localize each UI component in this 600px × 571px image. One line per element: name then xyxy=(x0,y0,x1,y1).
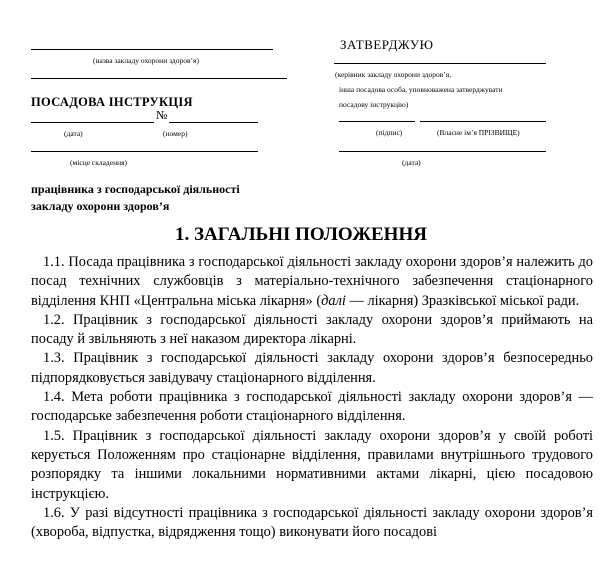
approver-line xyxy=(334,63,546,64)
place-caption: (місце складення) xyxy=(70,158,128,167)
institution-name-caption: (назва закладу охорони здоров’я) xyxy=(93,56,199,65)
paragraph-1-3: 1.3. Працівник з господарської діяльності закладу охорони здоров’я безпосередньо підпорядковується завідувачу стаціонарного відділення. xyxy=(31,350,593,386)
approve-date-caption: (дата) xyxy=(402,158,421,167)
approve-date-line xyxy=(339,151,546,152)
doc-title: ПОСАДОВА ІНСТРУКЦІЯ xyxy=(31,95,193,109)
name-caption: (Власне ім’я ПРІЗВИЩЕ) xyxy=(437,128,520,137)
approve-label: ЗАТВЕРДЖУЮ xyxy=(340,37,434,52)
subject-line-2: закладу охорони здоров’я xyxy=(31,199,170,213)
place-line xyxy=(31,151,258,152)
subject-line-1: працівника з господарської діяльності xyxy=(31,182,240,196)
institution-name-line xyxy=(31,49,273,50)
paragraph-1-1: 1.1. Посада працівника з господарської діяльності закладу охорони здоров’я належить до посад технічних службовців з матеріально-технічного забезпечення стаціонарного відділення КНП «Центральна міська лікарня» (далі — лікарня) Зразківської міської ради. xyxy=(31,254,593,309)
number-line xyxy=(169,122,258,123)
date-caption: (дата) xyxy=(64,129,83,138)
signature-line xyxy=(339,121,415,122)
abbrev-italic: далі xyxy=(321,292,346,309)
paragraph-1-5: 1.5. Працівник з господарської діяльності закладу охорони здоров’я у своїй роботі керується Положенням про стаціонарне відділення, правилами внутрішнього трудового розпорядку та іншими локальними нормативними актами лікарні, цією посадовою інструкцією. xyxy=(31,427,593,502)
paragraph-1-4: 1.4. Мета роботи працівника з господарської діяльності закладу охорони здоров’я — господарське забезпечення роботи стаціонарного відділення. xyxy=(31,389,593,425)
date-line xyxy=(31,122,154,123)
section-body xyxy=(31,253,593,542)
approver-caption-1: (керівник закладу охорони здоров’я, xyxy=(335,70,452,79)
number-sign: № xyxy=(156,108,168,122)
approver-caption-2: інша посадова особа, уповноважена затверджувати xyxy=(339,85,503,94)
institution-name-line-2 xyxy=(31,78,287,79)
paragraph-1-2: 1.2. Працівник з господарської діяльності закладу охорони здоров’я приймають на посаду й звільняють з неї наказом директора лікарні. xyxy=(31,311,593,348)
number-caption: (номер) xyxy=(163,129,188,138)
approver-caption-3: посадову інструкцію) xyxy=(339,100,409,109)
section-title: 1. ЗАГАЛЬНІ ПОЛОЖЕННЯ xyxy=(175,224,427,245)
paragraph-1-6: 1.6. У разі відсутності працівника з господарської діяльності закладу охорони здоров’я (хвороба, відпустка, відрядження тощо) виконувати його посадові xyxy=(31,504,593,541)
name-line xyxy=(420,121,546,122)
signature-caption: (підпис) xyxy=(376,128,403,137)
